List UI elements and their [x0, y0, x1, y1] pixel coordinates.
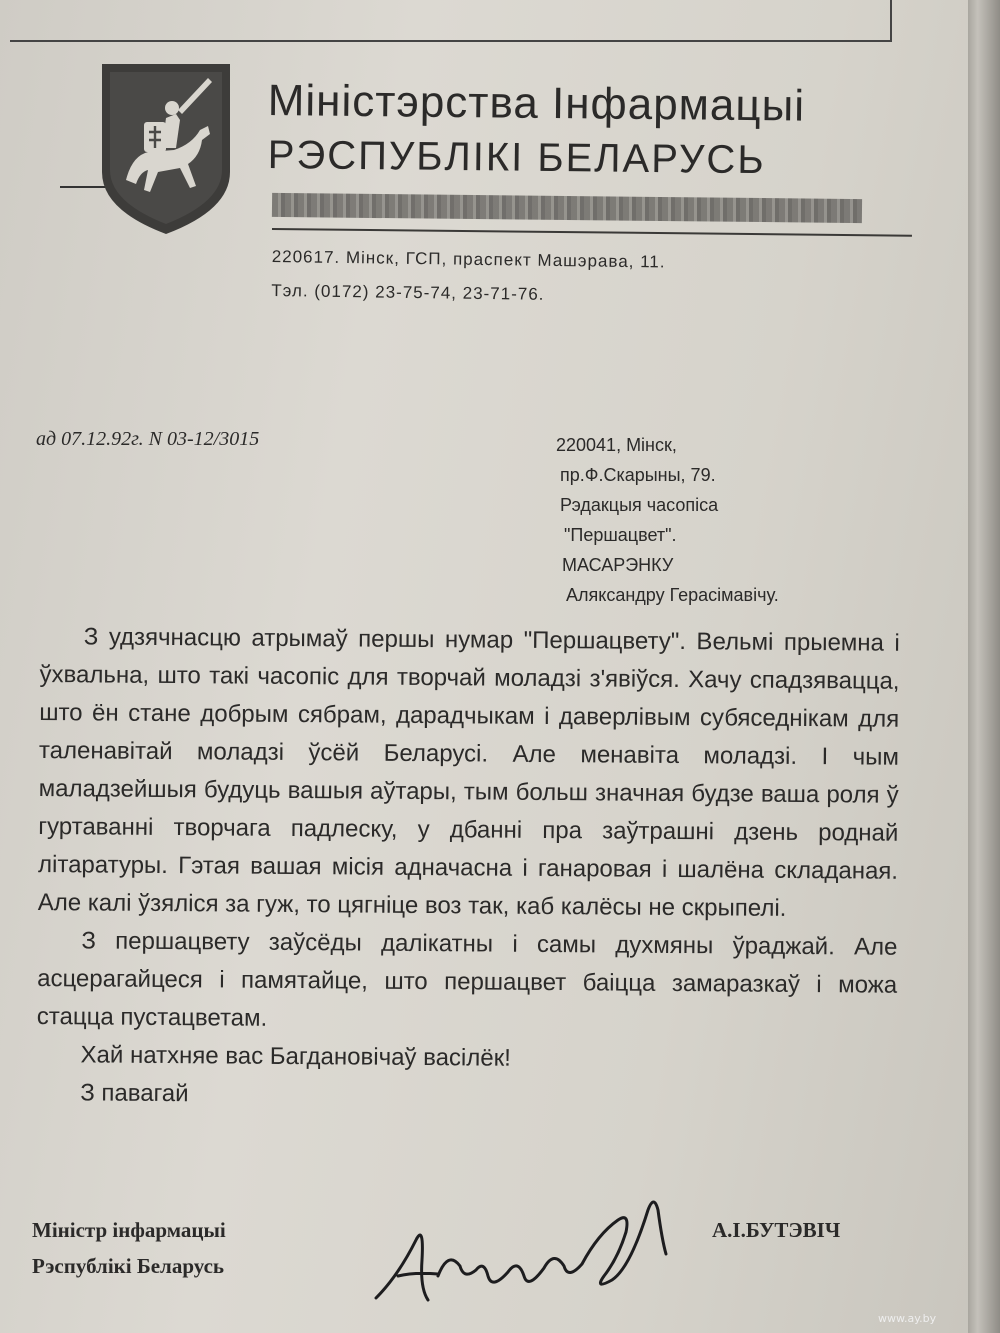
recipient-line: Рэдакцыя часопіса	[560, 495, 719, 515]
recipient-line: МАСАРЭНКУ	[562, 555, 674, 575]
address-line: 220617. Мінск, ГСП, праспект Машэрава, 11.	[271, 246, 666, 272]
recipient-line: "Першацвет".	[564, 525, 677, 545]
position-line: Рэспублікі Беларусь	[32, 1254, 225, 1278]
letterhead-band	[272, 193, 862, 223]
reference-number: ад 07.12.92г. N 03-12/3015	[36, 428, 260, 450]
top-divider	[10, 0, 892, 42]
signatory-name: А.І.БУТЭВІЧ	[712, 1218, 841, 1242]
recipient-line: 220041, Мінск,	[556, 435, 677, 455]
letterhead-divider	[272, 228, 912, 237]
ministry-subtitle: РЭСПУБЛІКІ БЕЛАРУСЬ	[267, 133, 766, 183]
ministry-title: Міністэрства Інфармацыі	[267, 76, 806, 131]
recipient-line: пр.Ф.Скарыны, 79.	[560, 465, 716, 485]
ministry-address	[271, 240, 832, 316]
watermark: www.ay.by	[878, 1312, 937, 1325]
recipient-line: Аляксандру Герасімавічу.	[566, 585, 779, 605]
signatory-position	[32, 1212, 226, 1284]
body-paragraph: З удзячнасцю атрымаў першы нумар "Першацвету". Вельмі прыемна і ўхвальна, што такі часопіс для творчай моладзі з'явіўся. Хачу спадзявацца, што ён стане добрым сябрам, дарадчыкам і даверлівым субяседнікам для таленавітай моладзі ўсёй Беларусі. Але менавіта моладзі. І чым маладзейшыя будуць вашыя аўтары, тым больш значная будзе ваша роля ў гуртаванні творчага падлеску, у дбанні пра заўтрашні дзень роднай літаратуры. Гэтая вашая місія адначасна і ганаровая і шалёна складаная. Але калі ўзяліся за гуж, то цягніце воз так, каб калёсы не скрыпелі.	[37, 623, 900, 922]
closing-salutation: З павагай	[80, 1079, 189, 1108]
handwritten-signature	[368, 1180, 698, 1330]
position-line: Міністр інфармацыі	[32, 1218, 226, 1242]
letter-body	[36, 618, 900, 1119]
phone-line: Тэл. (0172) 23-75-74, 23-71-76.	[271, 280, 545, 304]
pahonia-coat-of-arms-icon	[96, 60, 236, 238]
book-page-edge	[968, 0, 1000, 1333]
recipient-block	[556, 430, 936, 610]
body-paragraph: З першацвету заўсёды далікатны і самы духмяны ўраджай. Але асцерагайцеся і памятайце, што першацвет баіцца замаразкаў і можа стацца пустацветам.	[36, 927, 898, 1032]
body-paragraph: Хай натхняе вас Багдановічаў васілёк!	[80, 1041, 511, 1072]
